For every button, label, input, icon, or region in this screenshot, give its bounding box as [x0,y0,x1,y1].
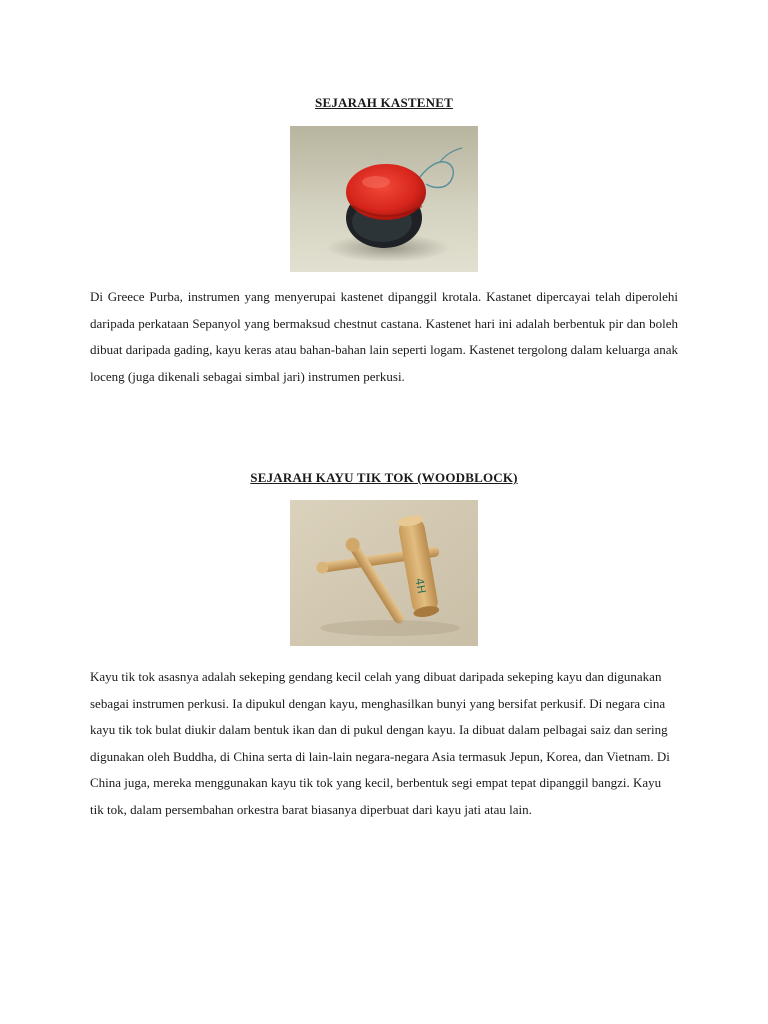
paragraph-kayu-tik-tok: Kayu tik tok asasnya adalah sekeping gendang kecil celah yang dibuat daripada sekeping kayu dan digunakan sebagai instrumen perkusi. Ia dipukul dengan kayu, menghasilkan bunyi yang bersifat perkusif. Di negara cina kayu tik tok bulat diukir dalam bentuk ikan dan di pukul dengan kayu. Ia dibuat dalam pelbagai saiz dan sering digunakan oleh Buddha, di China serta di lain-lain negara-negara Asia termasuk Jepun, Korea, dan Vietnam. Di China juga, mereka menggunakan kayu tik tok yang kecil, berbentuk segi empat tepat dipanggil bangzi. Kayu tik tok, dalam persembahan orkestra barat biasanya diperbuat dari kayu jati atau lain. [90,669,670,817]
castanet-photo [290,126,478,272]
paragraph-kastenet: Di Greece Purba, instrumen yang menyerupai kastenet dipanggil krotala. Kastanet dipercayai telah diperolehi daripada perkataan Sepanyol yang bermaksud chestnut castana. Kastenet hari ini adalah berbentuk pir dan boleh dibuat daripada gading, kayu keras atau bahan-bahan lain seperti logam. Kastenet tergolong dalam keluarga anak loceng (juga dikenali sebagai simbal jari) instrumen perkusi. [90,289,678,384]
heading-kastenet: SEJARAH KASTENET [315,95,453,110]
castanet-image [290,126,478,272]
woodblock-photo [290,500,478,646]
woodblock-image [290,500,478,646]
woodblock-marking: 4H [412,577,428,595]
heading-kayu-tik-tok: SEJARAH KAYU TIK TOK (WOODBLOCK) [250,470,518,485]
